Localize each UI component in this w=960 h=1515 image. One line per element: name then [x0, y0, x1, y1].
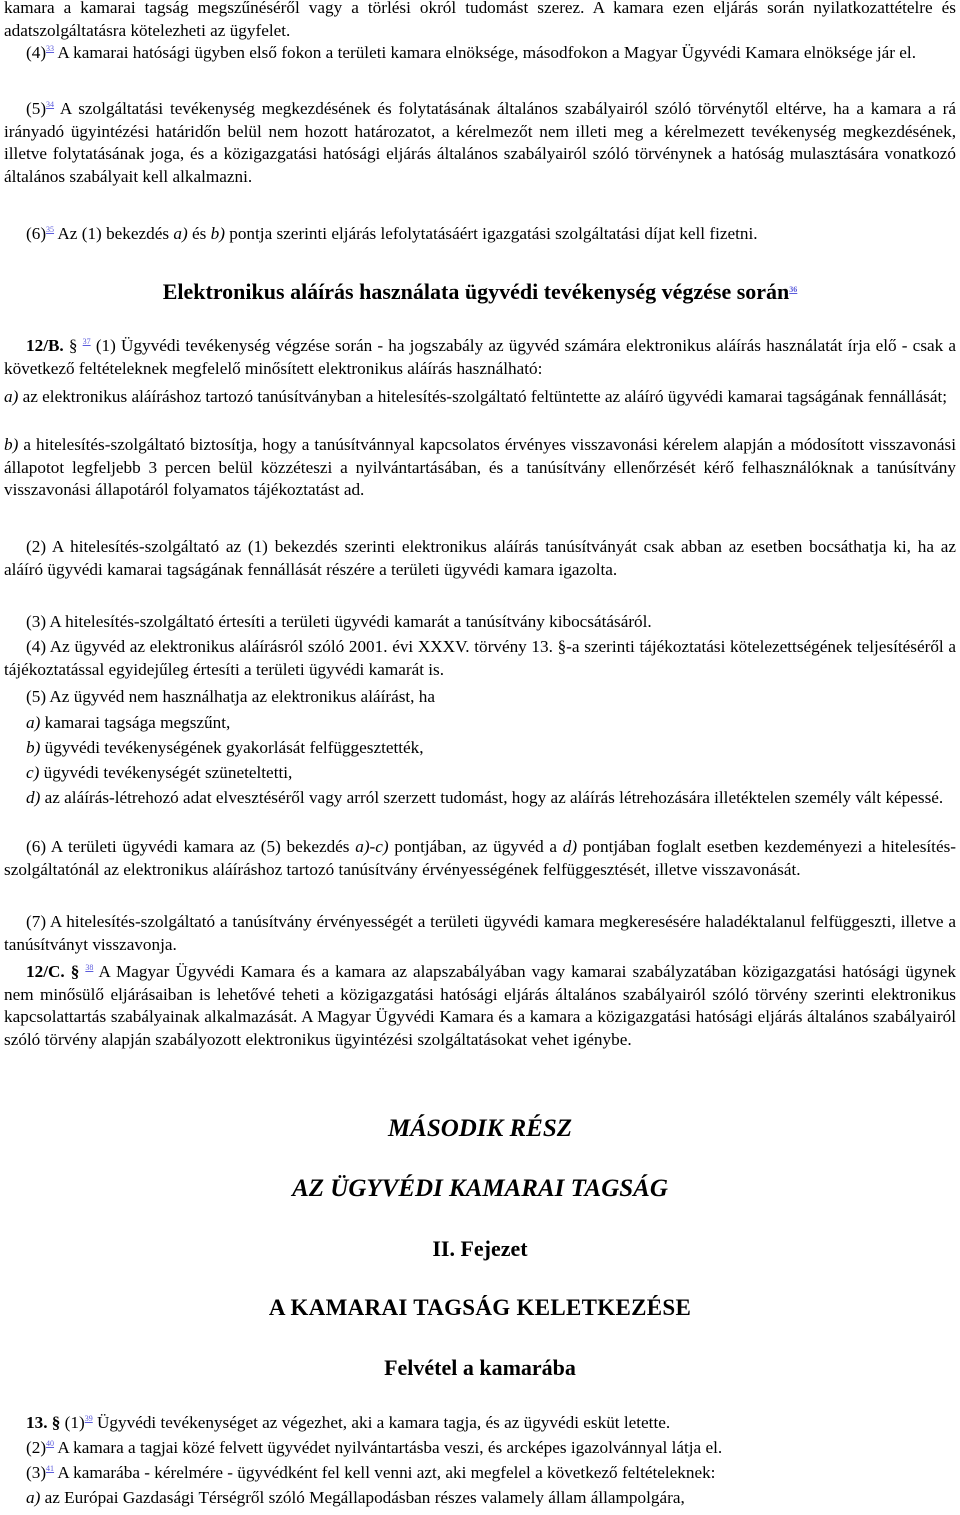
subheading-electronic-signature: [0, 279, 960, 305]
paragraph-text: A kamarai hatósági ügyben első fokon a területi kamara elnöksége, másodfokon a Magyar Ügyvédi Kamara elnöksége jár el.: [54, 43, 916, 62]
paragraph-4: [4, 42, 956, 65]
point-label: a): [4, 387, 19, 406]
text-run: (6) A területi ügyvédi kamara az (5) bekezdés: [26, 837, 356, 856]
section-sign: §: [68, 336, 78, 355]
section-sign: §: [51, 1413, 61, 1432]
point-text: az Európai Gazdasági Térségről szóló Megállapodásban részes valamely állam állampolgára,: [40, 1488, 685, 1507]
footnote-link[interactable]: 39: [84, 1414, 93, 1423]
text-run: pontjában foglalt esetben kezdeményezi a hitelesítés-szolgáltatónál az elektronikus aláíráshoz tartozó tanúsítvány érvényességének felfüggesztését, illetve visszavonását.: [4, 837, 956, 879]
section-12b-5c: [4, 762, 956, 785]
paragraph-continuation: kamara a kamarai tagság megszűnéséről vagy a törlési okról tudomást szerez. A kamara ezen eljárás során nyilatkozattételre és adatszolgáltatásra kötelezheti az ügyfelet.: [4, 0, 956, 40]
footnote-link[interactable]: 36: [789, 285, 798, 294]
point-label: d): [26, 788, 41, 807]
section-12b-5: (5) Az ügyvéd nem használhatja az elektronikus aláírást, ha: [26, 687, 435, 706]
paragraph-text: A kamarába - kérelmére - ügyvédként fel kell venni azt, aki megfelel a következő feltételeknek:: [54, 1463, 716, 1482]
text-run: pontja szerinti eljárás lefolytatásáért igazgatási szolgáltatási díjat kell fizetni.: [224, 224, 758, 243]
point-text: a hitelesítés-szolgáltató biztosítja, hogy a tanúsítvánnyal kapcsolatos érvényes visszavonási kérelem alapján a módosított visszavonási állapotot legfeljebb 3 percen belül közzéteszi a nyilvántartásában, és a tanúsítvány ellenőrzését kérő felhasználóknak a tanúsítvány visszavonási állapotáról folyamatos tájékoztatást ad.: [4, 435, 956, 500]
section-12b-5d: [4, 787, 956, 810]
text-run: és: [187, 224, 211, 243]
section-12b-2: (2) A hitelesítés-szolgáltató az (1) bekezdés szerinti elektronikus aláírás tanúsítványát csak abban az esetben bocsáthatja ki, ha az aláíró ügyvédi kamarai tagságának fennállását részére a területi ügyvédi kamara igazolta.: [4, 537, 956, 579]
paragraph-6: [4, 223, 956, 246]
point-label: b): [26, 738, 41, 757]
chapter-title: A KAMARAI TAGSÁG KELETKEZÉSE: [268, 1295, 692, 1320]
section-label: 13.: [26, 1413, 48, 1432]
section-13-3a: [4, 1487, 956, 1510]
section-label: 12/C.: [26, 962, 65, 981]
section-12b-1: [4, 335, 956, 380]
paragraph-text: (1) Ügyvédi tevékenység végzése során - ha jogszabály az ügyvéd számára elektronikus aláírás használatát írja elő - csak a következő feltételeknek megfelelő minősített elektronikus aláírás használható:: [4, 336, 957, 378]
point-text: az aláírás-létrehozó adat elvesztéséről vagy arról szerzett tudomást, hogy az aláírás létrehozására illetéktelen személy vált képessé.: [40, 788, 944, 807]
section-12b-6: [4, 836, 956, 881]
paragraph-number: (3): [26, 1463, 47, 1482]
section-13-2: [4, 1437, 956, 1460]
point-label: b): [4, 435, 19, 454]
chapter-number: II. Fejezet: [432, 1236, 528, 1261]
section-label: 12/B.: [26, 336, 64, 355]
point-ref: a)-c): [355, 837, 389, 856]
paragraph-text: A Magyar Ügyvédi Kamara és a kamara az alapszabályában vagy kamarai szabályzatában közigazgatási hatósági ügynek nem minősülő eljárásaiban is lehetővé teheti a közigazgatási hatósági eljárás általános szabályairól szóló törvény szerinti elektronikus kapcsolattartás szabályainak alkalmazását. A Magyar Ügyvédi Kamara és a kamara a közigazgatási hatósági eljárás általános szabályairól szóló törvény alapján szabályozott elektronikus ügyintézési szolgáltatásokat vehet igénybe.: [4, 962, 957, 1049]
section-13-1: [4, 1412, 956, 1435]
subheading-text: Elektronikus aláírás használata ügyvédi tevékenység végzése során: [162, 279, 790, 304]
text-run: Az (1) bekezdés: [54, 224, 174, 243]
section-13-3: [4, 1462, 956, 1485]
footnote-link[interactable]: 41: [46, 1464, 55, 1473]
section-12b-5b: [4, 737, 956, 760]
point-text: ügyvédi tevékenységének gyakorlását felfüggesztették,: [40, 738, 424, 757]
point-label: a): [26, 713, 41, 732]
paragraph-number: (5): [26, 99, 47, 118]
paragraph-number: (2): [26, 1438, 47, 1457]
footnote-link[interactable]: 33: [46, 44, 55, 53]
footnote-link[interactable]: 40: [46, 1439, 55, 1448]
point-ref: b): [210, 224, 225, 243]
paragraph-text: A kamara a tagjai közé felvett ügyvédet nyilvántartásba veszi, és arcképes igazolvánnyal látja el.: [54, 1438, 723, 1457]
point-label: a): [26, 1488, 41, 1507]
paragraph-number: (1): [60, 1413, 85, 1432]
footnote-link[interactable]: 34: [46, 100, 55, 109]
section-12c: [4, 961, 956, 1051]
point-ref: d): [562, 837, 578, 856]
part-subtitle: AZ ÜGYVÉDI KAMARAI TAGSÁG: [292, 1175, 668, 1202]
point-label: c): [26, 763, 40, 782]
point-text: ügyvédi tevékenységét szüneteltetti,: [39, 763, 293, 782]
section-12b-5a: [4, 712, 956, 735]
paragraph-text: A szolgáltatási tevékenység megkezdésének és folytatásának általános szabályairól szóló törvénytől eltérve, ha a kamara a rá irányadó ügyintézési határidőn belül nem hozott határozatot, a kérelmezőt nem illeti meg a kérelmezett tevékenység megkezdésének, illetve folytatásának joga, és a közigazgatási hatósági eljárás általános szabályairól szóló törvénynek a hatóság mulasztására vonatkozó általános szabályait kell alkalmazni.: [4, 99, 956, 186]
section-12b-7: (7) A hitelesítés-szolgáltató a tanúsítvány érvényességét a területi ügyvédi kamara megkeresésére haladéktalanul felfüggeszti, illetve a tanúsítványt visszavonja.: [4, 912, 956, 954]
part-title: MÁSODIK RÉSZ: [387, 1115, 573, 1142]
section-12b-point-a: [4, 386, 956, 409]
paragraph-number: (4): [26, 43, 47, 62]
point-text: az elektronikus aláíráshoz tartozó tanúsítványban a hitelesítés-szolgáltató feltüntette az aláíró ügyvédi kamarai tagságának fennállását;: [18, 387, 948, 406]
paragraph-5: [4, 98, 956, 188]
point-ref: a): [173, 224, 188, 243]
section-sign: §: [70, 962, 80, 981]
paragraph-number: (6): [26, 224, 47, 243]
paragraph-text: Ügyvédi tevékenységet az végezhet, aki a kamara tagja, és az ügyvédi esküt letette.: [92, 1413, 671, 1432]
footnote-link[interactable]: 35: [46, 225, 55, 234]
point-text: kamarai tagsága megszűnt,: [40, 713, 231, 732]
footnote-link[interactable]: 37: [82, 337, 91, 346]
section-12b-4: (4) Az ügyvéd az elektronikus aláírásról szóló 2001. évi XXXV. törvény 13. §-a szerinti tájékoztatási kötelezettségének teljesítéséről a tájékoztatással egyidejűleg értesíti a területi ügyvédi kamarát is.: [4, 637, 956, 679]
section-12b-point-b: [4, 434, 956, 502]
section-title: Felvétel a kamarába: [384, 1355, 576, 1380]
footnote-link[interactable]: 38: [85, 963, 94, 972]
section-12b-3: (3) A hitelesítés-szolgáltató értesíti a területi ügyvédi kamarát a tanúsítvány kibocsátásáról.: [26, 612, 652, 631]
text-run: pontjában, az ügyvéd a: [388, 837, 563, 856]
